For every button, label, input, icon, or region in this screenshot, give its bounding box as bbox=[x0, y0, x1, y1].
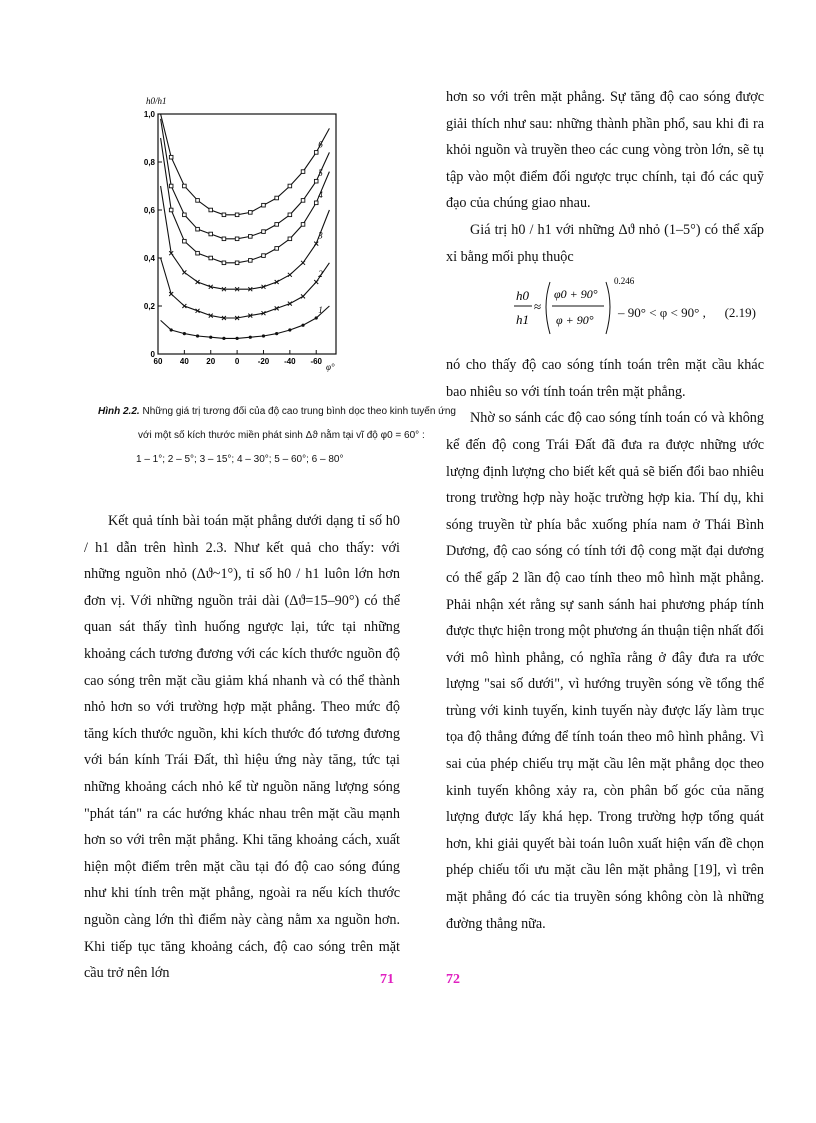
data-point bbox=[248, 211, 252, 215]
data-point bbox=[315, 316, 318, 319]
y-tick-label: 1,0 bbox=[143, 110, 155, 119]
series-label: 6 bbox=[318, 139, 323, 150]
data-point bbox=[222, 213, 226, 217]
x-tick-label: 60 bbox=[153, 357, 163, 366]
data-point bbox=[235, 261, 239, 265]
chart-svg bbox=[136, 92, 346, 372]
series-label: 5 bbox=[318, 168, 323, 179]
series-label: 3 bbox=[318, 230, 323, 241]
data-point bbox=[314, 179, 318, 183]
right-column bbox=[446, 84, 764, 937]
formula-exponent: 0.246 bbox=[614, 276, 635, 287]
data-point bbox=[288, 237, 292, 241]
data-point bbox=[262, 254, 266, 258]
x-tick-label: 0 bbox=[234, 357, 240, 366]
series-label: 1 bbox=[318, 305, 323, 315]
formula-condition: – 90° < φ < 90° , bbox=[618, 305, 706, 321]
formula-number: (2.19) bbox=[724, 305, 756, 321]
data-point bbox=[301, 170, 305, 174]
data-point bbox=[301, 324, 304, 327]
x-tick-label: 40 bbox=[179, 357, 189, 366]
data-point bbox=[222, 337, 225, 340]
right-paragraph-3: nó cho thấy độ cao sóng tính toán trên mặt cầu khác bao nhiêu so với tính toán trên mặt phẳng. bbox=[446, 357, 764, 400]
y-tick-label: 0,4 bbox=[143, 254, 155, 263]
data-point bbox=[301, 199, 305, 203]
data-point bbox=[288, 273, 292, 277]
data-point bbox=[209, 336, 212, 339]
x-tick-label: -60 bbox=[310, 357, 323, 366]
formula-frac-den: φ + 90° bbox=[556, 313, 594, 328]
data-point bbox=[196, 334, 199, 337]
data-point bbox=[248, 259, 252, 263]
caption-lead: Hình 2.2. bbox=[98, 406, 140, 417]
x-tick-label: -40 bbox=[284, 357, 296, 366]
data-point bbox=[249, 336, 252, 339]
y-axis-label: h0/h1 bbox=[146, 96, 167, 106]
y-tick-label: 0 bbox=[150, 350, 155, 359]
data-point bbox=[169, 184, 173, 188]
formula-lhs-num: h0 bbox=[516, 288, 529, 304]
x-tick-label: 20 bbox=[206, 357, 216, 366]
data-point bbox=[314, 201, 318, 205]
formula-approx: ≈ bbox=[534, 299, 542, 315]
data-point bbox=[275, 223, 279, 227]
figure-caption bbox=[84, 400, 456, 472]
series-label: 4 bbox=[318, 189, 323, 200]
data-point bbox=[209, 256, 213, 260]
data-point bbox=[275, 247, 279, 251]
chart-axes bbox=[158, 114, 336, 354]
y-tick-label: 0,2 bbox=[143, 302, 155, 311]
data-point bbox=[183, 213, 187, 217]
data-point bbox=[262, 334, 265, 337]
equation-2-19 bbox=[446, 270, 764, 352]
data-point bbox=[183, 184, 187, 188]
plot-frame bbox=[158, 114, 336, 354]
data-point bbox=[235, 237, 239, 241]
data-point bbox=[182, 270, 186, 274]
data-point bbox=[196, 251, 200, 255]
data-point bbox=[301, 261, 305, 265]
series-label: 2 bbox=[318, 269, 323, 279]
data-point bbox=[288, 213, 292, 217]
data-point bbox=[262, 203, 266, 207]
right-paragraph-4: Nhờ so sánh các độ cao sóng tính toán có và không kể đến độ cong Trái Đất đã đưa ra được những ước lượng định lượng cho biết kết quả sẽ biến đổi bao nhiêu trong trường hợp này hoặc trường hợp kia. Thí dụ, khi sóng truyền từ phía bắc xuống phía nam ở Thái Bình Dương, độ cao sóng có tính tới độ cong mặt đại dương có thể gấp 2 lần độ cao tính theo mô hình mặt phẳng. Phải nhận xét rằng sự sanh sánh hai phương pháp tính được thực hiện trong một phương án thuận tiện nhất đối với mô hình phẳng, có nghĩa rằng ở đây đưa ra ước lượng "sai số dưới", vì hướng truyền sóng về tổng thể trùng với kinh tuyến, kinh tuyến này được lấy làm trục tọa độ thẳng đứng để tính toán theo mô hình phẳng. Vì sai của phép chiếu trụ mặt cầu lên mặt phẳng dọc theo kinh tuyến không xảy ra, còn phân bố góc của năng lượng được lấy khá hẹp. Trong trường hợp tổng quát hơn, khi giải quyết bài toán luôn xuất hiện vấn đề chọn phép chiếu tối ưu mặt cầu lên mặt phẳng [19], vì trên mặt phẳng đó các tia truyền sóng không còn là những đường thẳng nữa. bbox=[446, 410, 764, 932]
data-point bbox=[275, 332, 278, 335]
data-point bbox=[209, 208, 213, 212]
data-point bbox=[235, 213, 239, 217]
right-paragraph-1: hơn so với trên mặt phẳng. Sự tăng độ cao sóng được giải thích như sau: những thành phần phổ, sau khi đi ra khỏi nguồn và truyền theo các cung vòng tròn lớn, sẽ tụ tập vào một điểm đối ngược trục chính, tại đó các quỹ đạo của chúng giao nhau. bbox=[446, 89, 764, 212]
x-axis-label: φ° bbox=[326, 362, 335, 372]
data-point bbox=[301, 223, 305, 227]
data-point bbox=[183, 239, 187, 243]
data-point bbox=[236, 337, 239, 340]
caption-text-1: Những giá trị tương đối của độ cao trung bình dọc theo kinh tuyến ứng bbox=[139, 406, 456, 417]
page-number-left: 71 bbox=[380, 972, 394, 987]
data-point bbox=[288, 328, 291, 331]
data-point bbox=[275, 196, 279, 200]
chart-series bbox=[161, 114, 330, 340]
series-line-2 bbox=[161, 258, 330, 318]
data-point bbox=[196, 199, 200, 203]
caption-line-2: với một số kích thước miền phát sinh Δϑ nằm tại vĩ độ φ0 = 60° : bbox=[138, 430, 425, 441]
data-point bbox=[301, 294, 305, 298]
data-point bbox=[248, 235, 252, 239]
page-number-right: 72 bbox=[446, 972, 460, 987]
data-point bbox=[170, 328, 173, 331]
left-column bbox=[84, 508, 400, 987]
formula-lhs-den: h1 bbox=[516, 312, 529, 328]
right-paragraph-2: Giá trị h0 / h1 với những Δϑ nhỏ (1–5°) có thể xấp xỉ bằng mối phụ thuộc bbox=[446, 221, 764, 265]
data-point bbox=[222, 261, 226, 265]
x-tick-label: -20 bbox=[257, 357, 270, 366]
formula-frac-num: φ0 + 90° bbox=[554, 287, 598, 302]
data-point bbox=[222, 237, 226, 241]
caption-line-1 bbox=[84, 400, 456, 424]
formula-left-paren bbox=[546, 282, 550, 334]
data-point bbox=[314, 280, 318, 284]
equation-svg bbox=[446, 270, 764, 352]
data-point bbox=[169, 155, 173, 159]
data-point bbox=[262, 230, 266, 234]
left-paragraph-1: Kết quả tính bài toán mặt phẳng dưới dạng tỉ số h0 / h1 dẫn trên hình 2.3. Như kết quả cho thấy: với những nguồn nhỏ (Δϑ~1°), tỉ số h0 / h1 luôn lớn hơn đơn vị. Với những nguồn trải dài (Δϑ=15–90°) có thể quan sát thấy tình huống ngược lại, tức tại những khoảng cách tương đương với các kích thước nguồn độ cao sóng trên mặt cầu giảm khá nhanh và có thể thành nhỏ hơn so với trường hợp mặt phẳng. Theo mức độ tăng kích thước nguồn, khi kích thước đó tương đương với bán kính Trái Đất, thì hiệu ứng này tăng, tức tại những khoảng cách nhỏ kể từ nguồn năng lượng sóng "phát tán" ra các hướng khác nhau trên mặt cầu mạnh hơn so với trên mặt phẳng. Khi tăng khoảng cách, xuất hiện một điểm trên mặt cầu tại đó độ cao sóng đúng như khi tính trên mặt phẳng, ngoài ra nếu kích thước nguồn càng lớn thì điểm này càng nằm xa nguồn hơn. Khi tiếp tục tăng khoảng cách, độ cao sóng trên mặt cầu trở nên lớn bbox=[84, 513, 400, 982]
data-point bbox=[169, 208, 173, 212]
data-point bbox=[288, 184, 292, 188]
data-point bbox=[196, 227, 200, 231]
data-point bbox=[183, 332, 186, 335]
y-tick-label: 0,8 bbox=[143, 158, 155, 167]
data-point bbox=[209, 232, 213, 236]
figure-2-2 bbox=[136, 92, 346, 377]
series-line-5 bbox=[161, 119, 330, 239]
y-tick-label: 0,6 bbox=[143, 206, 155, 215]
caption-line-3: 1 – 1°; 2 – 5°; 3 – 15°; 4 – 30°; 5 – 60°; 6 – 80° bbox=[136, 454, 344, 465]
formula-right-paren bbox=[606, 282, 610, 334]
data-point bbox=[314, 151, 318, 155]
